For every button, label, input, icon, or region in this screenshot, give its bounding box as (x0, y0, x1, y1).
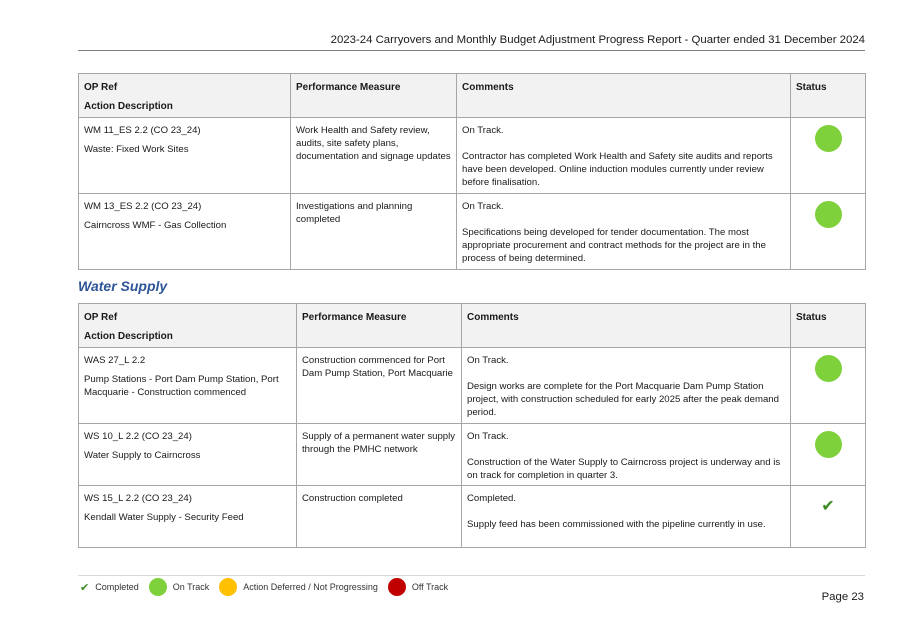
page-header (78, 34, 865, 51)
comment-text: Construction of the Water Supply to Cairncross project is underway and is on track for completion in quarter 3. (467, 457, 781, 481)
comments-cell (462, 348, 791, 424)
comments-cell (462, 486, 791, 548)
report-title: 2023-24 Carryovers and Monthly Budget Adjustment Progress Report - Quarter ended 31 December 2024 (330, 34, 865, 46)
on-track-status-icon (815, 431, 842, 458)
table-row (79, 348, 866, 424)
op-ref: WM 11_ES 2.2 (CO 23_24) (84, 125, 201, 136)
on-track-status-icon (815, 125, 842, 152)
comment-text: Design works are complete for the Port Macquarie Dam Pump Station project, with construction scheduled for early 2025 after the peak demand period. (467, 381, 779, 418)
action-cell (79, 348, 297, 424)
action-cell (79, 486, 297, 548)
comments-cell (457, 118, 791, 194)
checkmark-icon: ✔ (821, 498, 835, 515)
op-ref: WS 10_L 2.2 (CO 23_24) (84, 431, 192, 442)
table-row (79, 194, 866, 270)
performance-measure: Construction completed (297, 486, 462, 548)
status-header: Status (791, 74, 866, 118)
status-cell (791, 348, 866, 424)
op-ref: WS 15_L 2.2 (CO 23_24) (84, 493, 192, 504)
op-ref-label: OP Ref (84, 312, 118, 323)
comment-text: Contractor has completed Work Health and Safety site audits and reports have been developed. Online induction modules currently under review before finalisation. (462, 151, 773, 188)
table-row (79, 486, 866, 548)
footer-divider (78, 575, 865, 576)
status-cell (791, 118, 866, 194)
legend-off-track (388, 578, 448, 596)
table-row (79, 424, 866, 486)
amber-dot-icon (219, 578, 237, 596)
comment-text: Supply feed has been commissioned with the pipeline currently in use. (467, 519, 766, 530)
status-header: Status (791, 304, 866, 348)
performance-measure: Work Health and Safety review, audits, site safety plans, documentation and signage updates (291, 118, 457, 194)
table-row (79, 118, 866, 194)
legend-deferred (219, 578, 378, 596)
comment-status: On Track. (467, 355, 509, 366)
action-description: Water Supply to Cairncross (84, 450, 201, 461)
status-cell (791, 486, 866, 548)
comment-text: Specifications being developed for tender documentation. The most appropriate procurement and contract methods for the project are in the process of being determined. (462, 227, 766, 264)
performance-measure: Construction commenced for Port Dam Pump Station, Port Macquarie (297, 348, 462, 424)
section-heading-water-supply: Water Supply (78, 278, 168, 294)
action-description: Pump Stations - Port Dam Pump Station, Port Macquarie - Construction commenced (84, 374, 279, 398)
comment-status: On Track. (462, 125, 504, 136)
comments-cell (462, 424, 791, 486)
legend-on-track-label: On Track (172, 582, 210, 592)
performance-measure-header: Performance Measure (291, 74, 457, 118)
legend-completed-label: Completed (95, 582, 139, 592)
comments-cell (457, 194, 791, 270)
action-description: Waste: Fixed Work Sites (84, 144, 189, 155)
comments-header: Comments (462, 304, 791, 348)
page-number: Page 23 (821, 591, 864, 603)
comment-status: On Track. (467, 431, 509, 442)
action-description: Cairncross WMF - Gas Collection (84, 220, 227, 231)
op-ref: WAS 27_L 2.2 (84, 355, 146, 366)
on-track-status-icon (815, 201, 842, 228)
status-legend (80, 578, 458, 596)
water-supply-progress-table (78, 303, 866, 548)
op-ref-header (79, 304, 297, 348)
table-header-row (79, 304, 866, 348)
red-dot-icon (388, 578, 406, 596)
green-dot-icon (149, 578, 167, 596)
action-description: Kendall Water Supply - Security Feed (84, 512, 244, 523)
op-ref-header (79, 74, 291, 118)
action-cell (79, 424, 297, 486)
table-header-row (79, 74, 866, 118)
action-description-label: Action Description (84, 101, 173, 112)
action-description-label: Action Description (84, 331, 173, 342)
action-cell (79, 118, 291, 194)
status-cell (791, 424, 866, 486)
op-ref-label: OP Ref (84, 82, 118, 93)
waste-progress-table (78, 73, 866, 270)
performance-measure: Investigations and planning completed (291, 194, 457, 270)
legend-on-track (149, 578, 210, 596)
status-cell (791, 194, 866, 270)
action-cell (79, 194, 291, 270)
comment-status: Completed. (467, 493, 517, 504)
on-track-status-icon (815, 355, 842, 382)
legend-deferred-label: Action Deferred / Not Progressing (243, 582, 378, 592)
performance-measure: Supply of a permanent water supply through the PMHC network (297, 424, 462, 486)
legend-completed (80, 581, 139, 594)
checkmark-icon: ✔ (80, 581, 90, 594)
performance-measure-header: Performance Measure (297, 304, 462, 348)
op-ref: WM 13_ES 2.2 (CO 23_24) (84, 201, 202, 212)
legend-off-track-label: Off Track (411, 582, 449, 592)
comment-status: On Track. (462, 201, 504, 212)
comments-header: Comments (457, 74, 791, 118)
